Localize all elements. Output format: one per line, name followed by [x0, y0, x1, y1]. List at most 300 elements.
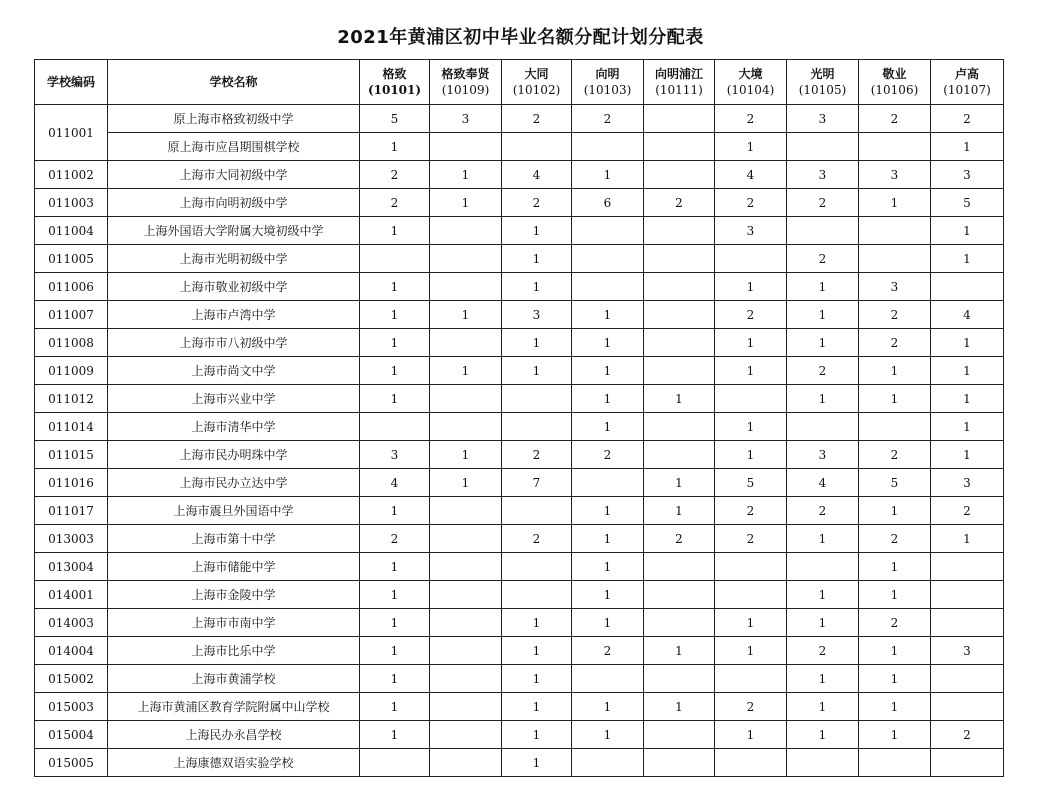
quota-cell [430, 217, 502, 245]
quota-cell [360, 245, 430, 273]
school-code-cell: 011003 [35, 189, 108, 217]
quota-cell [715, 385, 787, 413]
quota-cell: 2 [360, 161, 430, 189]
school-code-cell: 015005 [35, 749, 108, 777]
quota-cell: 1 [502, 693, 572, 721]
table-row [35, 665, 1004, 693]
quota-cell: 1 [360, 693, 430, 721]
quota-cell [644, 161, 715, 189]
school-name-cell: 上海市卢湾中学 [108, 301, 360, 329]
header-column [502, 60, 572, 105]
school-code-cell: 011012 [35, 385, 108, 413]
quota-cell [931, 665, 1004, 693]
quota-cell: 1 [572, 329, 644, 357]
quota-cell: 5 [931, 189, 1004, 217]
school-name-cell: 上海市兴业中学 [108, 385, 360, 413]
quota-cell [787, 749, 859, 777]
quota-cell: 1 [715, 441, 787, 469]
quota-cell [430, 609, 502, 637]
quota-cell: 1 [502, 273, 572, 301]
quota-cell: 1 [502, 637, 572, 665]
quota-cell [430, 245, 502, 273]
school-code-cell: 011001 [35, 105, 108, 161]
quota-cell: 1 [931, 441, 1004, 469]
header-column-name: 敬业 [882, 67, 907, 81]
header-column [931, 60, 1004, 105]
quota-cell: 1 [572, 525, 644, 553]
quota-cell [644, 413, 715, 441]
quota-cell: 2 [931, 105, 1004, 133]
header-column [572, 60, 644, 105]
table-row [35, 245, 1004, 273]
quota-cell [715, 581, 787, 609]
quota-cell [644, 273, 715, 301]
quota-cell: 1 [360, 665, 430, 693]
quota-cell: 1 [360, 581, 430, 609]
quota-cell: 1 [787, 273, 859, 301]
quota-cell: 4 [931, 301, 1004, 329]
table-row [35, 441, 1004, 469]
school-name-cell: 上海康德双语实验学校 [108, 749, 360, 777]
header-column-code: (10104) [726, 83, 775, 97]
header-school-code: 学校编码 [35, 60, 108, 105]
quota-cell: 2 [787, 357, 859, 385]
header-column-name: 向明 [595, 67, 620, 81]
quota-cell [931, 749, 1004, 777]
quota-cell [787, 413, 859, 441]
quota-cell: 2 [502, 105, 572, 133]
table-row [35, 693, 1004, 721]
quota-cell [430, 413, 502, 441]
header-column-name: 光明 [810, 67, 835, 81]
table-header-row [35, 60, 1004, 105]
school-code-cell: 014001 [35, 581, 108, 609]
quota-cell: 1 [787, 329, 859, 357]
header-column [360, 60, 430, 105]
quota-cell: 2 [360, 189, 430, 217]
header-column-code: (10111) [655, 83, 703, 97]
quota-cell: 1 [360, 217, 430, 245]
quota-cell [502, 385, 572, 413]
allocation-table [34, 59, 1004, 777]
school-name-cell: 上海市清华中学 [108, 413, 360, 441]
table-row [35, 161, 1004, 189]
header-column [644, 60, 715, 105]
school-name-cell: 原上海市应昌期围棋学校 [108, 133, 360, 161]
quota-cell: 1 [715, 637, 787, 665]
school-code-cell: 011016 [35, 469, 108, 497]
school-name-cell: 上海市大同初级中学 [108, 161, 360, 189]
quota-cell: 1 [502, 609, 572, 637]
quota-cell: 2 [931, 497, 1004, 525]
quota-cell: 1 [430, 161, 502, 189]
quota-cell: 1 [715, 133, 787, 161]
quota-cell: 1 [502, 357, 572, 385]
school-code-cell: 015004 [35, 721, 108, 749]
school-name-cell: 原上海市格致初级中学 [108, 105, 360, 133]
header-column-name: 格致奉贤 [441, 67, 490, 81]
quota-cell: 2 [859, 329, 931, 357]
quota-cell: 1 [430, 189, 502, 217]
quota-cell: 1 [787, 385, 859, 413]
quota-cell: 2 [360, 525, 430, 553]
quota-cell [644, 301, 715, 329]
quota-cell [502, 553, 572, 581]
quota-cell: 2 [644, 525, 715, 553]
quota-cell [572, 273, 644, 301]
quota-cell: 1 [430, 469, 502, 497]
quota-cell [715, 749, 787, 777]
quota-cell: 3 [787, 441, 859, 469]
quota-cell: 1 [859, 693, 931, 721]
table-row [35, 413, 1004, 441]
quota-cell: 1 [715, 721, 787, 749]
quota-cell: 1 [430, 301, 502, 329]
quota-cell: 1 [644, 693, 715, 721]
quota-cell [430, 665, 502, 693]
quota-cell [430, 721, 502, 749]
quota-cell [502, 497, 572, 525]
table-row [35, 329, 1004, 357]
quota-cell [430, 273, 502, 301]
quota-cell: 1 [572, 413, 644, 441]
quota-cell [644, 133, 715, 161]
quota-cell: 1 [859, 581, 931, 609]
quota-cell: 1 [360, 301, 430, 329]
quota-cell: 2 [715, 301, 787, 329]
table-row [35, 749, 1004, 777]
quota-cell: 2 [715, 693, 787, 721]
quota-cell: 2 [502, 189, 572, 217]
quota-cell: 2 [502, 441, 572, 469]
quota-cell: 3 [931, 161, 1004, 189]
quota-cell [859, 749, 931, 777]
quota-cell: 2 [859, 609, 931, 637]
quota-cell: 1 [787, 665, 859, 693]
quota-cell: 1 [360, 497, 430, 525]
quota-cell: 4 [360, 469, 430, 497]
school-name-cell: 上海市光明初级中学 [108, 245, 360, 273]
quota-cell [430, 693, 502, 721]
school-name-cell: 上海市黄浦学校 [108, 665, 360, 693]
school-name-cell: 上海市金陵中学 [108, 581, 360, 609]
header-column-name: 大境 [738, 67, 763, 81]
school-code-cell: 015002 [35, 665, 108, 693]
quota-cell: 2 [859, 105, 931, 133]
header-column [787, 60, 859, 105]
quota-cell: 3 [787, 105, 859, 133]
quota-cell: 1 [502, 721, 572, 749]
school-name-cell: 上海市尚文中学 [108, 357, 360, 385]
quota-cell [572, 133, 644, 161]
quota-cell: 1 [715, 329, 787, 357]
quota-cell: 1 [572, 497, 644, 525]
quota-cell [859, 413, 931, 441]
quota-cell: 1 [360, 273, 430, 301]
header-column-name: 卢高 [954, 67, 979, 81]
quota-cell: 1 [859, 553, 931, 581]
quota-cell [644, 581, 715, 609]
quota-cell: 1 [502, 217, 572, 245]
school-name-cell: 上海民办永昌学校 [108, 721, 360, 749]
quota-cell: 1 [360, 329, 430, 357]
school-code-cell: 011017 [35, 497, 108, 525]
quota-cell [644, 749, 715, 777]
quota-cell: 1 [859, 357, 931, 385]
quota-cell [715, 553, 787, 581]
quota-cell [787, 553, 859, 581]
header-column-code: (10109) [441, 83, 490, 97]
school-name-cell: 上海市市南中学 [108, 609, 360, 637]
school-name-cell: 上海外国语大学附属大境初级中学 [108, 217, 360, 245]
quota-cell [644, 245, 715, 273]
school-name-cell: 上海市民办明珠中学 [108, 441, 360, 469]
header-column-code: (10103) [583, 83, 632, 97]
quota-cell [572, 217, 644, 245]
quota-cell: 2 [859, 301, 931, 329]
quota-cell [644, 441, 715, 469]
school-code-cell: 011008 [35, 329, 108, 357]
school-name-cell: 上海市第十中学 [108, 525, 360, 553]
quota-cell: 3 [931, 469, 1004, 497]
school-name-cell: 上海市民办立达中学 [108, 469, 360, 497]
quota-cell: 1 [931, 329, 1004, 357]
quota-cell: 2 [787, 245, 859, 273]
school-name-cell: 上海市比乐中学 [108, 637, 360, 665]
quota-cell: 4 [787, 469, 859, 497]
quota-cell [715, 665, 787, 693]
school-code-cell: 015003 [35, 693, 108, 721]
school-code-cell: 014004 [35, 637, 108, 665]
quota-cell: 3 [360, 441, 430, 469]
quota-cell [360, 749, 430, 777]
school-name-cell: 上海市黄浦区教育学院附属中山学校 [108, 693, 360, 721]
quota-cell [572, 245, 644, 273]
quota-cell: 1 [572, 553, 644, 581]
quota-cell: 5 [715, 469, 787, 497]
quota-cell: 2 [715, 105, 787, 133]
quota-cell: 1 [502, 329, 572, 357]
quota-cell: 1 [360, 609, 430, 637]
quota-cell [430, 385, 502, 413]
school-code-cell: 011005 [35, 245, 108, 273]
quota-cell: 1 [360, 721, 430, 749]
quota-cell: 1 [787, 525, 859, 553]
table-row [35, 357, 1004, 385]
quota-cell: 2 [787, 637, 859, 665]
quota-cell: 3 [859, 273, 931, 301]
quota-cell: 1 [715, 609, 787, 637]
quota-cell: 1 [859, 189, 931, 217]
table-row [35, 273, 1004, 301]
quota-cell [644, 329, 715, 357]
quota-cell: 2 [715, 525, 787, 553]
quota-cell [430, 749, 502, 777]
quota-cell: 1 [787, 301, 859, 329]
quota-cell: 1 [931, 413, 1004, 441]
quota-cell: 1 [931, 133, 1004, 161]
page-title: 2021年黄浦区初中毕业名额分配计划分配表 [337, 27, 704, 48]
quota-cell: 1 [572, 721, 644, 749]
school-code-cell: 014003 [35, 609, 108, 637]
quota-cell: 1 [430, 357, 502, 385]
quota-cell: 1 [572, 609, 644, 637]
header-column [715, 60, 787, 105]
table-row [35, 301, 1004, 329]
header-column-code: (10101) [367, 83, 422, 97]
header-column-code: (10105) [798, 83, 847, 97]
quota-cell: 1 [787, 693, 859, 721]
header-column-code: (10106) [870, 83, 919, 97]
header-column-code: (10107) [943, 83, 991, 97]
quota-cell: 6 [572, 189, 644, 217]
quota-cell: 1 [360, 357, 430, 385]
table-row [35, 581, 1004, 609]
quota-cell: 2 [572, 105, 644, 133]
quota-cell [787, 217, 859, 245]
quota-cell: 1 [360, 385, 430, 413]
quota-cell: 1 [859, 721, 931, 749]
school-name-cell: 上海市震旦外国语中学 [108, 497, 360, 525]
quota-cell [572, 749, 644, 777]
header-column [430, 60, 502, 105]
table-row [35, 133, 1004, 161]
quota-cell: 5 [360, 105, 430, 133]
quota-cell: 1 [502, 245, 572, 273]
quota-cell [931, 609, 1004, 637]
quota-cell [787, 133, 859, 161]
quota-cell [502, 133, 572, 161]
quota-cell: 1 [931, 357, 1004, 385]
quota-cell [430, 553, 502, 581]
quota-cell: 1 [572, 357, 644, 385]
header-column-name: 大同 [524, 67, 549, 81]
quota-cell [430, 637, 502, 665]
table-row [35, 553, 1004, 581]
quota-cell [931, 693, 1004, 721]
table-row [35, 105, 1004, 133]
quota-cell [644, 721, 715, 749]
quota-cell: 4 [502, 161, 572, 189]
quota-cell: 1 [502, 665, 572, 693]
quota-cell: 3 [715, 217, 787, 245]
school-name-cell: 上海市向明初级中学 [108, 189, 360, 217]
quota-cell: 3 [502, 301, 572, 329]
quota-cell: 2 [572, 441, 644, 469]
table-row [35, 189, 1004, 217]
quota-cell: 3 [430, 105, 502, 133]
quota-cell: 2 [572, 637, 644, 665]
table-row [35, 217, 1004, 245]
quota-cell: 1 [360, 553, 430, 581]
header-column [859, 60, 931, 105]
school-name-cell: 上海市市八初级中学 [108, 329, 360, 357]
quota-cell: 2 [859, 441, 931, 469]
quota-cell: 1 [430, 441, 502, 469]
school-code-cell: 011015 [35, 441, 108, 469]
quota-cell [644, 665, 715, 693]
table-row [35, 609, 1004, 637]
quota-cell: 1 [715, 357, 787, 385]
quota-cell [859, 245, 931, 273]
quota-cell: 1 [644, 469, 715, 497]
quota-cell: 1 [931, 217, 1004, 245]
quota-cell: 1 [787, 721, 859, 749]
table-row [35, 469, 1004, 497]
quota-cell: 2 [644, 189, 715, 217]
table-row [35, 385, 1004, 413]
quota-cell: 1 [572, 385, 644, 413]
header-column-name: 向明浦江 [654, 67, 703, 81]
quota-cell: 1 [931, 525, 1004, 553]
header-school-name: 学校名称 [108, 60, 360, 105]
table-row [35, 497, 1004, 525]
quota-cell: 1 [502, 749, 572, 777]
school-name-cell: 上海市敬业初级中学 [108, 273, 360, 301]
quota-cell: 1 [931, 245, 1004, 273]
table-row [35, 721, 1004, 749]
school-code-cell: 011009 [35, 357, 108, 385]
school-code-cell: 011006 [35, 273, 108, 301]
quota-cell [502, 581, 572, 609]
quota-cell [430, 497, 502, 525]
quota-cell [644, 217, 715, 245]
quota-cell: 2 [715, 189, 787, 217]
quota-cell [430, 133, 502, 161]
school-code-cell: 011007 [35, 301, 108, 329]
quota-cell: 1 [644, 637, 715, 665]
quota-cell: 1 [859, 637, 931, 665]
quota-cell: 3 [787, 161, 859, 189]
quota-cell: 2 [859, 525, 931, 553]
quota-cell: 1 [787, 581, 859, 609]
quota-cell: 2 [787, 497, 859, 525]
quota-cell: 2 [787, 189, 859, 217]
quota-cell: 1 [572, 693, 644, 721]
table-row [35, 525, 1004, 553]
quota-cell [931, 581, 1004, 609]
quota-cell: 3 [859, 161, 931, 189]
quota-cell: 1 [715, 413, 787, 441]
quota-cell: 4 [715, 161, 787, 189]
quota-cell [644, 609, 715, 637]
school-code-cell: 011002 [35, 161, 108, 189]
school-code-cell: 013004 [35, 553, 108, 581]
quota-cell [572, 469, 644, 497]
quota-cell: 3 [931, 637, 1004, 665]
quota-cell: 5 [859, 469, 931, 497]
school-code-cell: 013003 [35, 525, 108, 553]
header-column-code: (10102) [512, 83, 561, 97]
quota-cell: 7 [502, 469, 572, 497]
header-column-name: 格致 [382, 67, 407, 81]
quota-cell: 2 [715, 497, 787, 525]
quota-cell: 1 [787, 609, 859, 637]
quota-cell: 1 [360, 133, 430, 161]
quota-cell [430, 525, 502, 553]
quota-cell: 1 [360, 637, 430, 665]
quota-cell: 1 [931, 385, 1004, 413]
quota-cell: 1 [572, 161, 644, 189]
quota-cell [502, 413, 572, 441]
quota-cell [644, 553, 715, 581]
quota-cell: 1 [572, 581, 644, 609]
quota-cell: 1 [644, 385, 715, 413]
quota-cell: 1 [859, 385, 931, 413]
quota-cell [931, 553, 1004, 581]
quota-cell [859, 217, 931, 245]
quota-cell [572, 665, 644, 693]
